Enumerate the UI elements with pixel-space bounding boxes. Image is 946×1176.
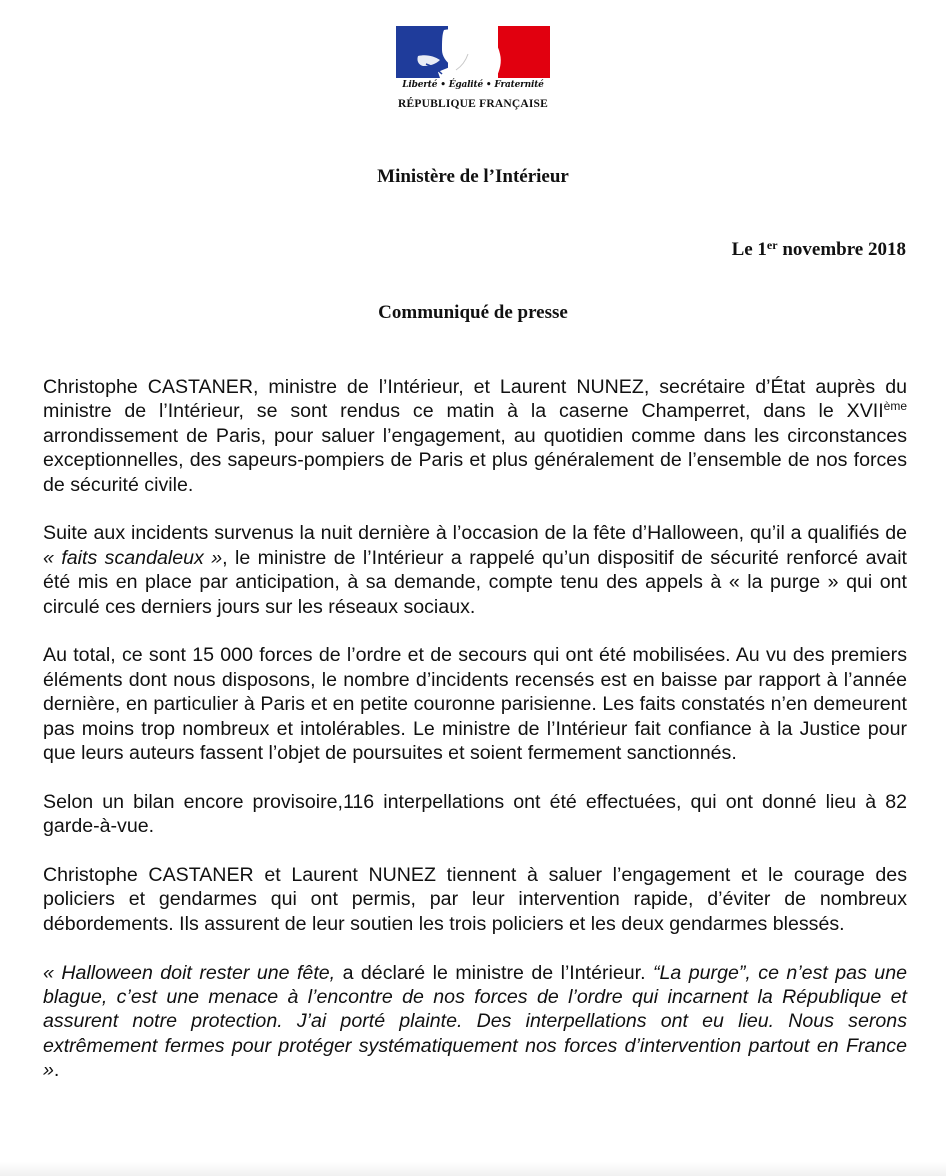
press-release-body [43,375,907,1107]
marianne-logo [396,26,550,78]
paragraph-4: Selon un bilan encore provisoire,116 interpellations ont été effectuées, qui ont donné lieu à 82 garde-à-vue. [43,790,907,838]
paragraph-2-text-b: , le ministre de l’Intérieur a rappelé qu’un dispositif de sécurité renforcé avait été mis en place par anticipation, à sa demande, compte tenu des appels à « la purge » qui ont circulé ces derniers jours sur les réseaux sociaux. [43,546,908,618]
republic-motto: Liberté • Égalité • Fraternité [402,80,544,90]
marianne-flag-icon [396,26,550,78]
paragraph-5: Christophe CASTANER et Laurent NUNEZ tiennent à saluer l’engagement et le courage des policiers et gendarmes qui ont permis, par leur intervention rapide, d’éviter de nombreux débordements. Ils assurent de leur soutien les trois policiers et les deux gendarmes blessés. [43,864,907,935]
paragraph-6-quote-b: “La purge”, ce n’est pas une blague, c’est une menace à l’encontre de nos forces de l’ordre qui incarnent la République et assurent notre protection. J’ai porté plainte. Des interpellations ont eu lieu. Nous serons extrêmement fermes pour protéger systématiquement nos forces d’intervention partout en France » [43,961,907,1082]
paragraph-1-text-b: arrondissement de Paris, pour saluer l’engagement, au quotidien comme dans les circonstances exceptionnelles, des sapeurs-pompiers de Paris et plus généralement de l’ensemble de nos forces de sécurité civile. [43,424,907,496]
paragraph-1-text-a: Christophe CASTANER, ministre de l’Intérieur, et Laurent NUNEZ, secrétaire d’État auprès du ministre de l’Intérieur, se sont rendus ce matin à la caserne Champerret, dans le XVII [43,376,907,423]
release-date [732,239,906,261]
republic-name: RÉPUBLIQUE FRANÇAISE [397,98,548,110]
date-suffix: novembre 2018 [777,239,906,260]
date-ordinal: er [766,238,778,252]
paragraph-1-superscript: ème [883,399,907,414]
paragraph-2-text-a: Suite aux incidents survenus la nuit dernière à l’occasion de la fête d’Halloween, qu’il a qualifiés de [43,522,907,545]
paragraph-6-end: . [53,1059,60,1082]
paragraph-1 [43,375,907,497]
ministry-heading: Ministère de l’Intérieur [377,166,569,187]
paragraph-6 [43,961,907,1083]
paragraph-2 [43,521,907,619]
page-bottom-shadow [0,1162,946,1176]
paragraph-6-text: a déclaré le ministre de l’Intérieur. [335,961,653,984]
paragraph-3: Au total, ce sont 15 000 forces de l’ordre et de secours qui ont été mobilisées. Au vu des premiers éléments dont nous disposons, le nombre d’incidents recensés est en baisse par rapport à l’année dernière, en particulier à Paris et en petite couronne parisienne. Les faits constatés n’en demeurent pas moins trop nombreux et intolérables. Le ministre de l’Intérieur fait confiance à la Justice pour que leurs auteurs fassent l’objet de poursuites et soient fermement sanctionnés. [43,644,907,765]
date-prefix: Le 1 [731,239,767,260]
document-title: Communiqué de presse [378,302,568,323]
paragraph-2-quote: « faits scandaleux » [43,546,223,569]
paragraph-6-quote-a: « Halloween doit rester une fête, [43,961,336,984]
